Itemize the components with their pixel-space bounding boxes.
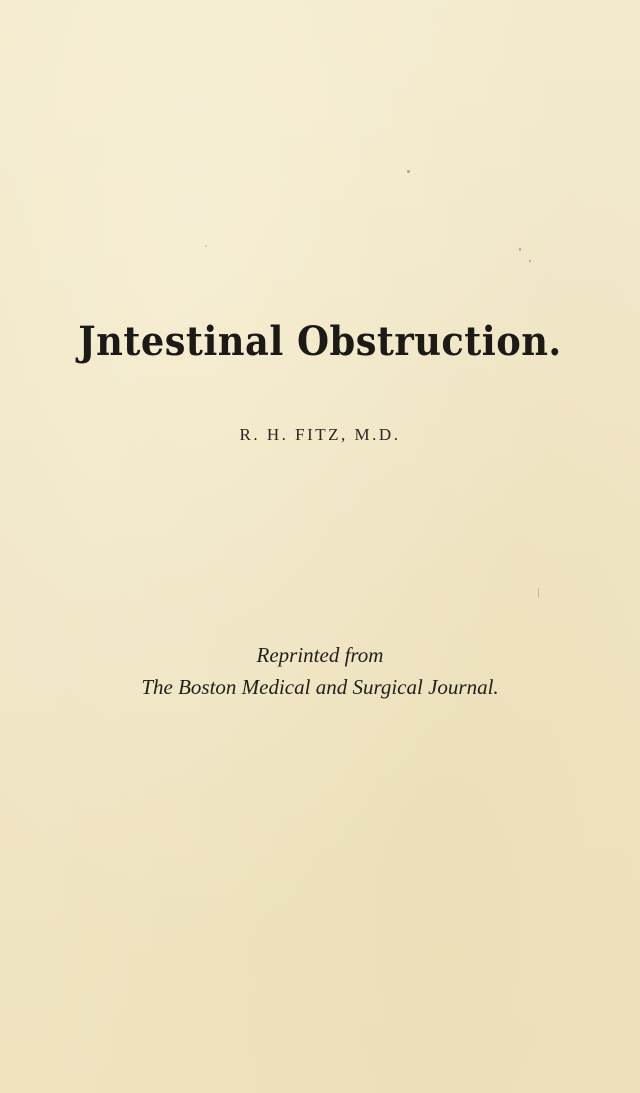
reprint-note: Reprinted from (256, 643, 384, 667)
paper-speck (529, 260, 531, 262)
paper-speck (407, 170, 410, 173)
paper-speck (538, 588, 539, 598)
paper-speck (205, 245, 207, 247)
journal-name: The Boston Medical and Surgical Journal. (141, 675, 499, 699)
document-title: Jntestinal Obstruction. (78, 318, 562, 365)
author-line: R. H. FITZ, M.D. (239, 425, 401, 444)
paper-speck (519, 248, 521, 251)
